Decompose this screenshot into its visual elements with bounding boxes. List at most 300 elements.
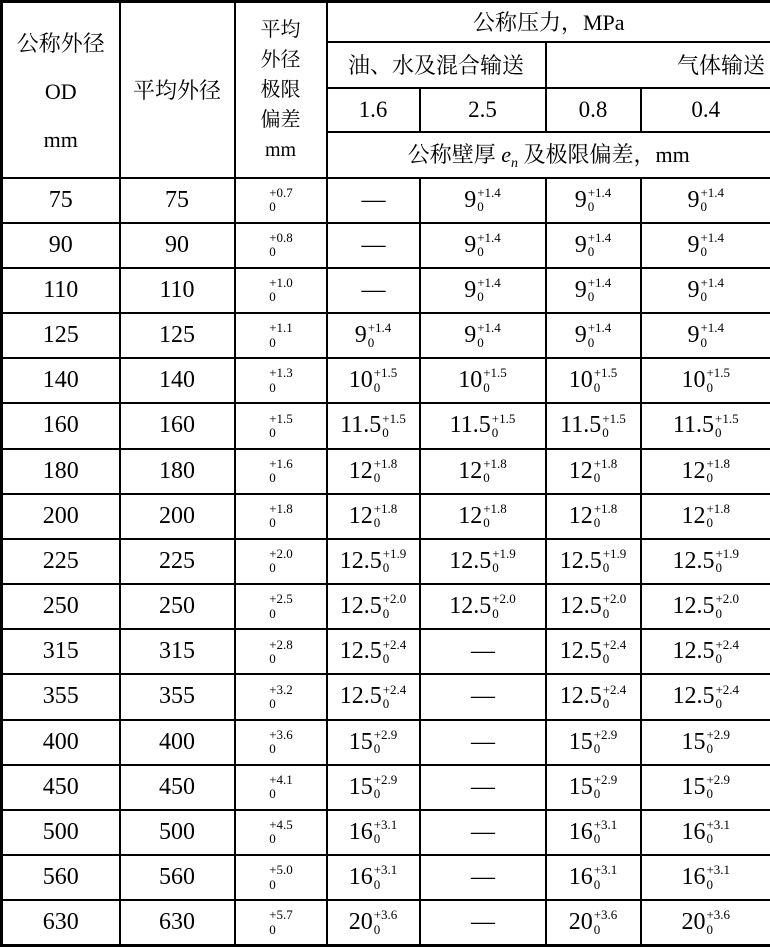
od-cell [2,900,120,945]
wall-thickness-cell [420,539,546,584]
wall-thickness-value: 10 [568,367,593,394]
wall-thickness-value: 12 [348,457,373,484]
tolerance-stack [374,863,398,892]
tolerance-lower: 0 [477,334,484,350]
tolerance-upper: +0.8 [269,229,293,245]
tolerance-upper: +1.5 [715,410,739,426]
od-cell [2,539,120,584]
no-value-dash: — [361,186,385,213]
avg-od-cell [120,178,235,223]
deviation-cell [235,855,327,900]
header-gas-transport: 气体输送 [546,42,770,88]
wall-thickness-value: 12 [681,457,706,484]
avg-od-value: 180 [159,457,195,484]
tolerance-stack [269,818,293,847]
avg-od-cell [120,313,235,358]
tolerance-stack [477,186,501,215]
tolerance-stack [594,366,618,395]
tolerance-lower: 0 [602,424,609,440]
wall-thickness-cell [420,313,546,358]
wall-thickness-cell [546,855,641,900]
wall-thickness-cell [327,584,420,629]
tolerance-stack [269,683,293,712]
tolerance-upper: +2.4 [382,636,407,652]
tolerance-upper: +1.8 [593,455,618,471]
tolerance-stack [700,231,724,260]
avg-od-value: 160 [159,412,195,439]
tolerance-upper: +1.4 [587,320,612,336]
deviation-cell [235,584,327,629]
tolerance-stack [706,728,730,757]
wall-thickness-value: 12.5 [672,547,715,574]
tolerance-lower: 0 [700,199,707,215]
wall-thickness-value: 10 [681,367,706,394]
deviation-cell [235,313,327,358]
wall-thickness-cell [420,178,546,223]
od-value: 200 [42,502,79,529]
tolerance-upper: +3.1 [706,817,731,833]
tolerance-stack [715,638,739,667]
tolerance-upper: +2.0 [269,546,293,562]
tolerance-stack [382,412,406,441]
tolerance-upper: +1.1 [269,320,293,336]
tolerance-lower: 0 [373,741,381,757]
tolerance-stack [269,908,293,937]
tolerance-upper: +1.4 [700,320,725,336]
wall-thickness-value: 16 [348,818,373,845]
tolerance-lower: 0 [700,334,707,350]
tolerance-stack [269,186,293,215]
wall-thickness-value: 12.5 [559,547,602,574]
deviation-cell [235,494,327,539]
dev-line4: 偏差 [260,108,301,131]
wall-thickness-cell [327,449,420,494]
wall-thickness-cell [420,358,546,403]
tolerance-stack [700,186,724,215]
table-row [2,178,770,223]
tolerance-upper: +1.5 [373,365,398,381]
wall-thickness-value: 12.5 [559,638,602,665]
tolerance-upper: +1.0 [269,275,293,291]
tolerance-lower: 0 [491,424,499,440]
tolerance-lower: 0 [269,741,276,757]
tolerance-upper: +1.4 [477,184,501,200]
header-nominal-pressure: 公称压力，MPa [327,2,770,42]
tolerance-lower: 0 [715,650,722,666]
wall-thickness-cell [546,403,641,448]
avg-od-value: 500 [159,818,195,845]
tolerance-upper: +0.7 [269,184,293,200]
wall-thickness-cell [420,268,546,313]
wall-thickness-value: 9 [687,276,700,303]
od-cell [2,268,120,313]
od-cell [2,313,120,358]
od-value: 140 [42,367,79,394]
tolerance-stack [374,366,398,395]
tolerance-upper: +4.5 [269,817,293,833]
od-cell [2,855,120,900]
table-row [2,494,770,539]
tolerance-stack [715,547,739,576]
wall-thickness-cell [327,674,420,719]
tolerance-upper: +3.2 [269,681,293,697]
tolerance-lower: 0 [373,379,381,395]
wall-thickness-cell [546,720,641,765]
od-cell [2,765,120,810]
tolerance-upper: +2.9 [593,726,618,742]
avg-od-value: 225 [159,547,195,574]
avg-od-cell [120,629,235,674]
avg-od-cell [120,720,235,765]
tolerance-upper: +1.8 [706,455,731,471]
tolerance-stack [269,592,293,621]
no-value-dash: — [471,818,494,845]
tolerance-upper: +1.5 [382,410,406,426]
wall-thickness-cell [546,810,641,855]
tolerance-lower: 0 [269,470,276,486]
tolerance-lower: 0 [269,695,276,711]
wall-thickness-value: 12 [681,502,706,529]
avg-od-value: 630 [159,909,195,936]
tolerance-lower: 0 [706,831,713,847]
tolerance-lower: 0 [382,650,390,666]
tolerance-upper: +1.8 [593,500,618,516]
wall-thickness-cell [641,765,770,810]
wall-thickness-value: 12.5 [339,593,382,620]
tolerance-stack [374,773,398,802]
tolerance-stack [602,412,626,441]
od-value: 160 [42,412,79,439]
wall-thickness-cell [420,720,546,765]
tolerance-upper: +2.0 [602,591,627,607]
od-cell [2,403,120,448]
od-cell [2,178,120,223]
tolerance-stack [483,502,507,531]
tolerance-lower: 0 [477,244,484,260]
tolerance-lower: 0 [382,695,390,711]
wall-thickness-cell [327,539,420,584]
tolerance-upper: +1.5 [491,410,516,426]
tolerance-upper: +1.6 [269,455,293,471]
tolerance-upper: +1.9 [715,546,740,562]
od-cell [2,358,120,403]
od-cell [2,494,120,539]
tolerance-lower: 0 [367,334,375,350]
wall-thickness-cell [546,900,641,945]
tolerance-stack [269,276,293,305]
tolerance-lower: 0 [715,695,722,711]
tolerance-lower: 0 [706,470,713,486]
dev-line5: mm [264,138,297,161]
tolerance-lower: 0 [269,560,276,576]
od-value: 400 [42,728,79,755]
tolerance-stack [603,683,627,712]
wall-thickness-value: 16 [681,864,706,891]
tolerance-stack [269,321,293,350]
tolerance-upper: +3.1 [593,862,618,878]
tolerance-upper: +1.4 [477,229,501,245]
tolerance-stack [383,638,407,667]
wall-thickness-value: 12 [568,457,593,484]
tolerance-lower: 0 [373,831,381,847]
tolerance-lower: 0 [382,605,390,621]
wall-thickness-cell [641,720,770,765]
tolerance-stack [706,863,730,892]
tolerance-upper: +1.5 [602,410,626,426]
no-value-dash: — [471,638,494,665]
tolerance-stack [594,908,618,937]
wall-thickness-cell [641,539,770,584]
od-value: 90 [48,231,73,258]
wall-thickness-cell [420,810,546,855]
tolerance-stack [383,683,407,712]
od-value: 630 [42,909,79,936]
wall-thickness-cell [420,855,546,900]
wall-thickness-value: 9 [574,186,587,213]
wall-thickness-value: 16 [568,864,593,891]
tolerance-upper: +1.5 [483,365,507,381]
wall-thickness-value: 16 [348,864,373,891]
avg-od-cell [120,358,235,403]
wall-thickness-cell [420,223,546,268]
no-value-dash: — [471,864,494,891]
tolerance-stack [269,412,293,441]
tolerance-upper: +2.8 [269,636,293,652]
tolerance-upper: +1.8 [483,455,507,471]
tolerance-lower: 0 [715,424,722,440]
header-oil-water-transport: 油、水及混合输送 [327,42,546,88]
tolerance-stack [383,547,407,576]
tolerance-lower: 0 [269,515,276,531]
tolerance-lower: 0 [269,334,276,350]
wall-thickness-cell [546,584,641,629]
tolerance-lower: 0 [715,560,722,576]
wall-thickness-cell [420,765,546,810]
tolerance-lower: 0 [706,786,713,802]
wall-thickness-cell [327,810,420,855]
deviation-cell [235,900,327,945]
od-cell [2,449,120,494]
wall-thickness-cell [327,855,420,900]
tolerance-lower: 0 [587,199,595,215]
table-row [2,313,770,358]
tolerance-lower: 0 [593,741,601,757]
no-value-dash: — [471,773,494,800]
avg-od-cell [120,539,235,584]
tolerance-stack [700,321,724,350]
avg-od-value: 355 [159,683,195,710]
wall-thickness-cell [546,313,641,358]
tolerance-lower: 0 [593,786,601,802]
tolerance-upper: +2.4 [602,636,627,652]
wall-thickness-value: 20 [568,909,593,936]
header-mean-od: 平均外径 [120,2,235,178]
tolerance-upper: +2.9 [373,726,398,742]
tolerance-stack [269,773,293,802]
tolerance-stack [594,457,618,486]
tolerance-upper: +1.3 [269,365,293,381]
tolerance-upper: +1.4 [700,184,725,200]
avg-od-value: 200 [159,502,195,529]
table-row [2,358,770,403]
header-wall-thickness [327,132,770,178]
wall-thickness-value: 16 [681,818,706,845]
tolerance-stack [492,592,516,621]
wall-thickness-value: 12 [348,502,373,529]
wall-thickness-value: 16 [568,818,593,845]
tolerance-lower: 0 [269,876,276,892]
deviation-cell [235,223,327,268]
table-row [2,268,770,313]
table-row [2,449,770,494]
tolerance-lower: 0 [269,424,276,440]
table-body [2,178,770,946]
od-value: 250 [42,593,79,620]
tolerance-lower: 0 [700,289,707,305]
avg-od-cell [120,223,235,268]
table-row [2,810,770,855]
wall-thickness-value: 11.5 [672,412,714,439]
tolerance-lower: 0 [593,921,601,937]
tolerance-upper: +2.4 [382,681,407,697]
table-header [2,2,770,178]
tolerance-lower: 0 [373,470,381,486]
tolerance-lower: 0 [269,199,276,215]
tolerance-lower: 0 [373,876,381,892]
wall-thickness-cell [546,358,641,403]
wall-thickness-cell [641,178,770,223]
wall-thickness-cell [420,584,546,629]
wall-title-prefix: 公称壁厚 [407,141,502,167]
deviation-cell [235,720,327,765]
wall-thickness-cell [327,268,420,313]
wall-thickness-cell [327,900,420,945]
tolerance-lower: 0 [593,379,601,395]
tolerance-lower: 0 [477,289,484,305]
tolerance-stack [492,547,516,576]
wall-thickness-value: 11.5 [340,412,382,439]
tolerance-stack [715,592,739,621]
tolerance-lower: 0 [602,650,610,666]
tolerance-stack [483,457,507,486]
deviation-cell [235,674,327,719]
tolerance-stack [700,276,724,305]
tolerance-lower: 0 [483,515,490,531]
wall-thickness-cell [641,629,770,674]
tolerance-upper: +1.5 [269,410,293,426]
od-value: 560 [42,864,79,891]
table-row [2,720,770,765]
tolerance-stack [383,592,407,621]
tolerance-stack [269,863,293,892]
wall-thickness-cell [420,900,546,945]
deviation-cell [235,358,327,403]
table-row [2,584,770,629]
avg-od-cell [120,268,235,313]
tolerance-upper: +3.6 [269,726,293,742]
wall-thickness-cell [327,494,420,539]
tolerance-upper: +1.9 [382,546,407,562]
tolerance-lower: 0 [373,515,381,531]
table-row [2,674,770,719]
wall-thickness-value: 12.5 [449,593,492,620]
tolerance-upper: +2.4 [602,681,627,697]
tolerance-stack [374,502,398,531]
header-pressure-0-8: 0.8 [546,88,641,132]
table-row [2,223,770,268]
tolerance-stack [269,502,293,531]
wall-thickness-cell [641,674,770,719]
tolerance-lower: 0 [602,695,610,711]
tolerance-stack [594,502,618,531]
od-value: 500 [42,818,79,845]
wall-thickness-value: 12.5 [672,638,715,665]
tolerance-upper: +5.0 [269,862,293,878]
wall-thickness-cell [641,403,770,448]
deviation-cell [235,403,327,448]
avg-od-value: 560 [159,864,195,891]
avg-od-value: 110 [159,276,195,303]
wall-thickness-cell [327,178,420,223]
wall-thickness-cell [641,855,770,900]
wall-thickness-value: 11.5 [560,412,602,439]
tolerance-stack [477,276,501,305]
wall-thickness-value: 12.5 [559,683,602,710]
od-value: 225 [42,547,79,574]
deviation-cell [235,810,327,855]
od-cell [2,223,120,268]
avg-od-value: 140 [159,367,195,394]
table-row [2,403,770,448]
wall-thickness-cell [641,313,770,358]
wall-thickness-symbol: e [501,141,512,167]
tolerance-lower: 0 [587,244,595,260]
tolerance-lower: 0 [382,424,389,440]
tolerance-lower: 0 [492,605,499,621]
no-value-dash: — [361,231,385,258]
tolerance-stack [715,683,739,712]
tolerance-upper: +1.9 [492,546,516,562]
wall-thickness-value: 9 [687,186,700,213]
nominal-od-label [3,6,119,174]
avg-od-cell [120,449,235,494]
tolerance-upper: +2.0 [492,591,516,607]
wall-thickness-value: 20 [681,909,706,936]
tolerance-upper: +2.9 [373,772,398,788]
tolerance-upper: +2.9 [706,772,731,788]
tolerance-lower: 0 [269,379,276,395]
wall-thickness-value: 12 [568,502,593,529]
tolerance-upper: +1.4 [477,320,501,336]
tolerance-stack [374,818,398,847]
tolerance-stack [706,818,730,847]
tolerance-stack [368,321,392,350]
tolerance-upper: +2.0 [382,591,407,607]
tolerance-upper: +1.5 [593,365,618,381]
table-row [2,855,770,900]
od-value: 315 [42,638,79,665]
wall-thickness-value: 20 [348,909,373,936]
od-cell [2,629,120,674]
deviation-cell [235,268,327,313]
header-pressure-1-6: 1.6 [327,88,420,132]
wall-thickness-cell [327,765,420,810]
header-row-pressure-title [2,2,770,42]
deviation-cell [235,539,327,584]
tolerance-lower: 0 [706,921,713,937]
avg-od-value: 250 [159,593,195,620]
wall-thickness-symbol-sub: n [511,155,519,171]
